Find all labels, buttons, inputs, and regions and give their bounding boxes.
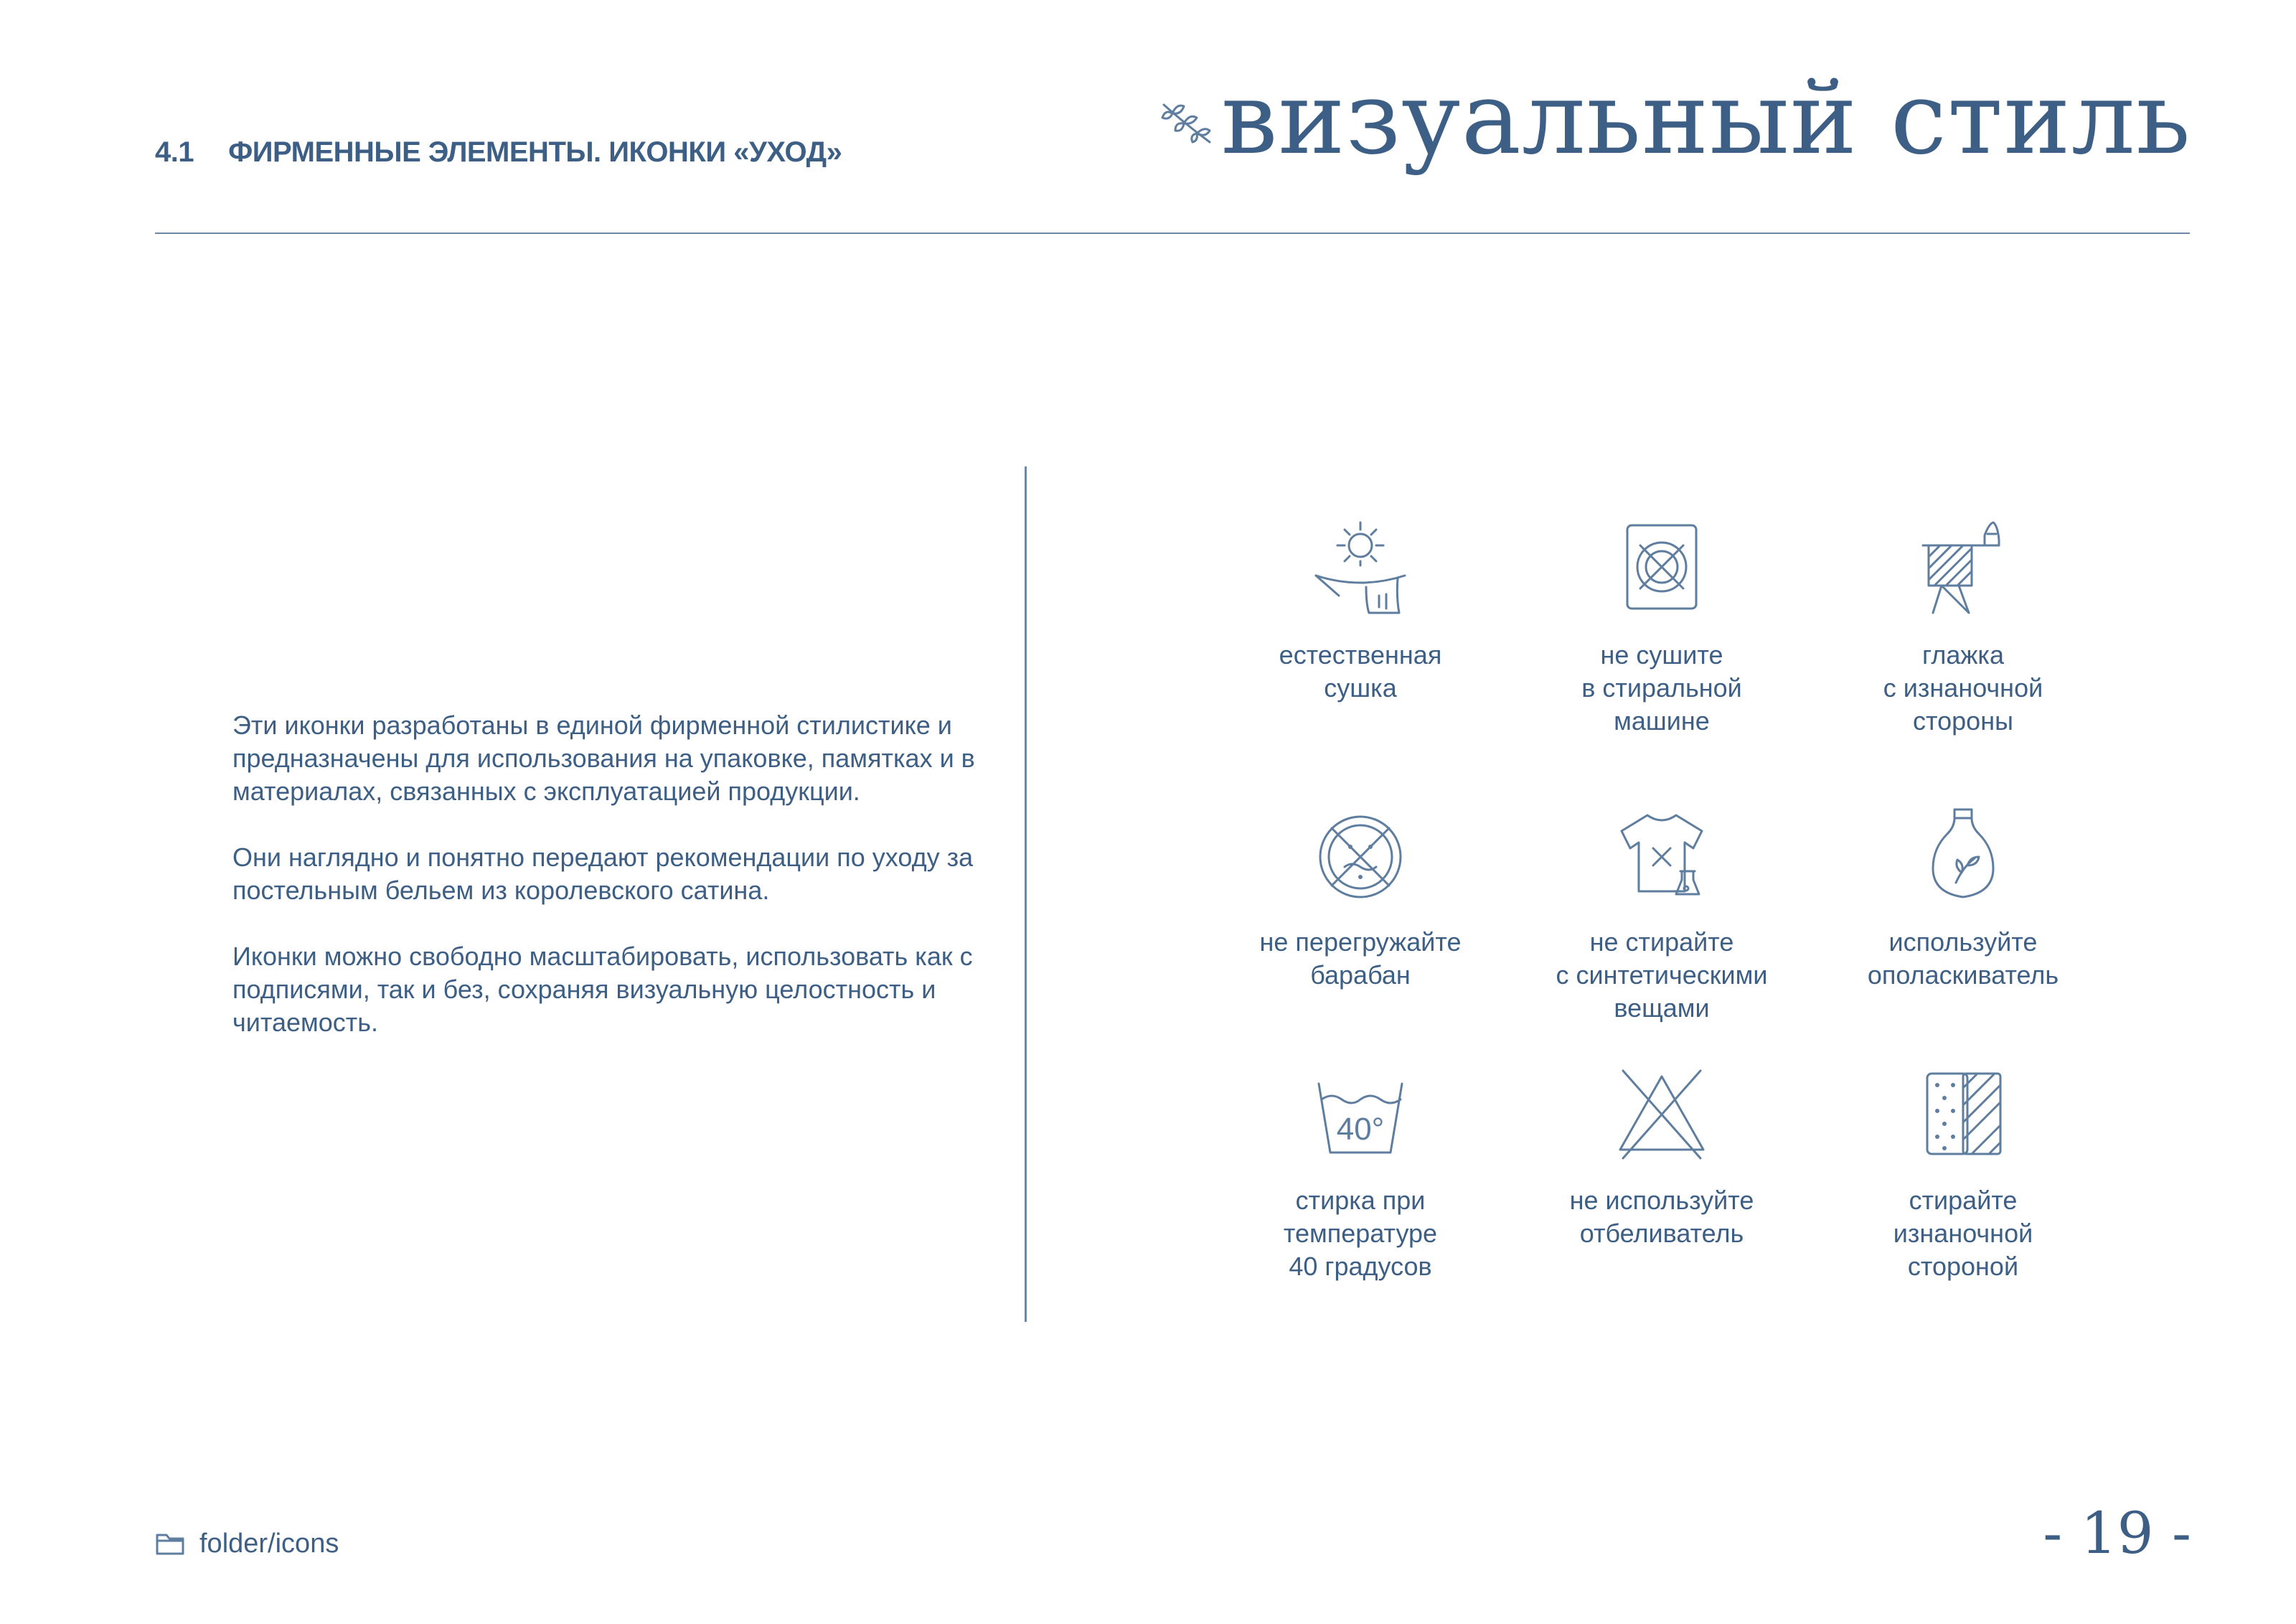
icon-caption: естественная сушка [1279,640,1442,703]
care-item-no-overload-drum [1224,805,1497,992]
care-item-natural-drying [1224,518,1497,705]
care-item-wash-40 [1224,1064,1497,1283]
brand-title-text: визуальный стиль [1220,60,2191,177]
folder-path: folder/icons [199,1529,339,1559]
header-rule [155,233,2190,234]
intro-paragraph: Эти иконки разработаны в единой фирменной стилистике и предназначены для использования на упаковке, памятках и в материалах, связанных с эксплуатацией продукции. [232,710,975,806]
intro-text [232,709,993,1072]
care-item-use-softener [1827,805,2099,992]
no-bleach-icon [1612,1064,1712,1164]
intro-paragraph: Иконки можно свободно масштабировать, использовать как с подписями, так и без, сохраняя визуальную целостность и читаемость. [232,942,973,1037]
section-number: 4.1 [155,136,194,168]
folder-icon [155,1531,185,1557]
icon-caption: не перегружайте барабан [1259,927,1462,990]
section-title: ФИРМЕННЫЕ ЭЛЕМЕНТЫ. ИКОНКИ «УХОД» [228,136,842,168]
section-heading [155,136,842,169]
no-wash-with-synthetics-icon [1612,805,1712,906]
brand-title [1159,60,2191,177]
icon-caption: не используйте отбеливатель [1569,1186,1754,1248]
natural-drying-icon [1310,518,1411,619]
icon-caption: стирайте изнаночной стороной [1893,1186,2033,1281]
wash-40-icon [1310,1064,1411,1164]
care-item-no-bleach [1525,1064,1798,1250]
icon-caption: глажка с изнаночной стороны [1883,640,2043,736]
icon-caption: используйте ополаскиватель [1867,927,2059,990]
icon-caption: стирка при температуре 40 градусов [1283,1186,1438,1281]
no-overload-drum-icon [1310,805,1411,906]
page-number: - 19 - [2043,1500,2191,1567]
icon-caption: не стирайте с синтетическими вещами [1556,927,1768,1023]
leaf-sprig-icon [1159,98,1214,155]
care-item-iron-reverse-side [1827,518,2099,738]
column-divider [1025,466,1027,1322]
icon-caption: не сушите в стиральной машине [1581,640,1742,736]
use-softener-icon [1913,805,2013,906]
care-item-wash-inside-out [1827,1064,2099,1283]
wash-inside-out-icon [1913,1064,2013,1164]
iron-reverse-side-icon [1913,518,2013,619]
wash-temperature-label: 40° [1336,1112,1385,1147]
no-machine-dry-icon [1612,518,1712,619]
folder-path-link[interactable] [155,1529,339,1559]
care-item-no-wash-with-synthetics [1525,805,1798,1025]
intro-paragraph: Они наглядно и понятно передают рекомендации по уходу за постельным бельем из королевского сатина. [232,842,974,905]
care-item-no-machine-dry [1525,518,1798,738]
